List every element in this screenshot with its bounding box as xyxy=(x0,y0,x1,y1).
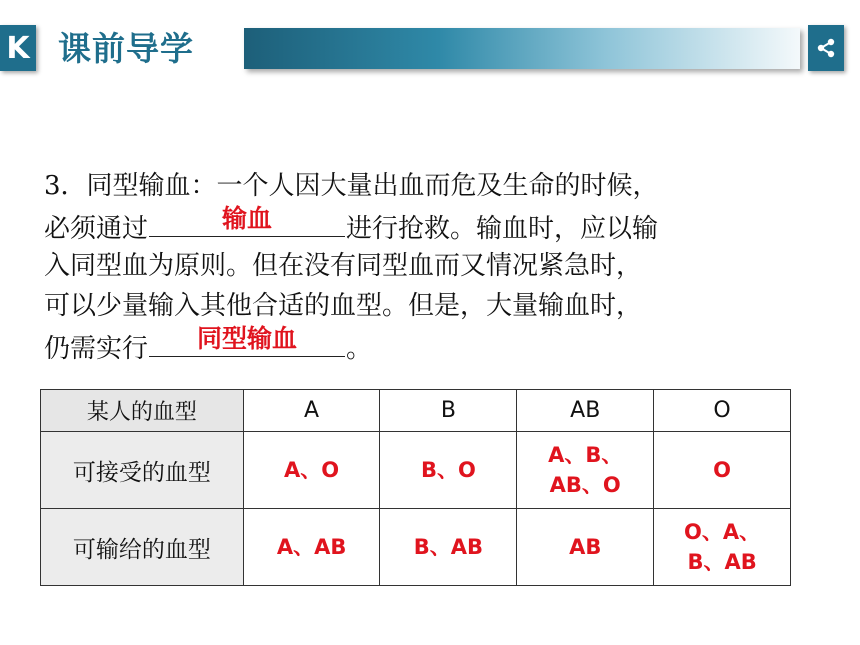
blood-type-table xyxy=(40,389,791,586)
table-row xyxy=(41,432,791,509)
question-line xyxy=(44,326,824,366)
table-cell xyxy=(380,509,517,586)
table-row xyxy=(41,509,791,586)
cell-value: A、O xyxy=(284,458,340,482)
share-button[interactable] xyxy=(808,25,844,71)
table-row-header: 可接受的血型 xyxy=(41,432,244,509)
question-fragment: 仍需实行 xyxy=(44,334,149,364)
table-cell xyxy=(517,432,654,509)
cell-value: AB、O xyxy=(549,473,621,497)
cell-value: A、AB xyxy=(276,535,347,559)
table-cell xyxy=(654,432,791,509)
answer-blank xyxy=(149,326,345,357)
cell-value: O xyxy=(713,458,731,482)
cell-value: AB xyxy=(569,535,602,559)
answer-text: 同型输血 xyxy=(197,324,298,353)
cell-value: O、A、 xyxy=(684,520,761,544)
table-corner-cell: 某人的血型 xyxy=(41,390,244,432)
header-banner xyxy=(244,28,800,69)
cell-value: B、AB xyxy=(687,550,757,574)
table-cell xyxy=(243,432,380,509)
table-cell xyxy=(380,432,517,509)
question-line: 可以少量输入其他合适的血型。但是，大量输血时， xyxy=(44,291,643,321)
question-fragment: 进行抢救。输血时，应以输 xyxy=(346,214,659,244)
table-cell xyxy=(517,509,654,586)
cell-value: A、B、 xyxy=(548,443,623,467)
question-line xyxy=(44,206,824,246)
logo-badge xyxy=(0,25,36,71)
logo-letter: K xyxy=(6,30,30,66)
question-text xyxy=(44,166,824,366)
table-column-header: AB xyxy=(517,390,654,432)
table-column-header: O xyxy=(654,390,791,432)
question-fragment: 必须通过 xyxy=(44,214,149,244)
question-line: 3．同型输血：一个人因大量出血而危及生命的时候， xyxy=(44,171,659,201)
answer-text: 输血 xyxy=(222,204,273,233)
table-cell xyxy=(654,509,791,586)
table-column-header: B xyxy=(380,390,517,432)
section-title: 课前导学 xyxy=(58,29,194,68)
question-fragment: 。 xyxy=(346,334,373,364)
share-icon xyxy=(815,37,837,59)
table-header-row xyxy=(41,390,791,432)
table-cell xyxy=(243,509,380,586)
table-column-header: A xyxy=(243,390,380,432)
table-row-header: 可输给的血型 xyxy=(41,509,244,586)
question-line: 入同型血为原则。但在没有同型血而又情况紧急时， xyxy=(44,251,643,281)
answer-blank xyxy=(149,206,345,237)
cell-value: B、O xyxy=(420,458,476,482)
cell-value: B、AB xyxy=(413,535,484,559)
